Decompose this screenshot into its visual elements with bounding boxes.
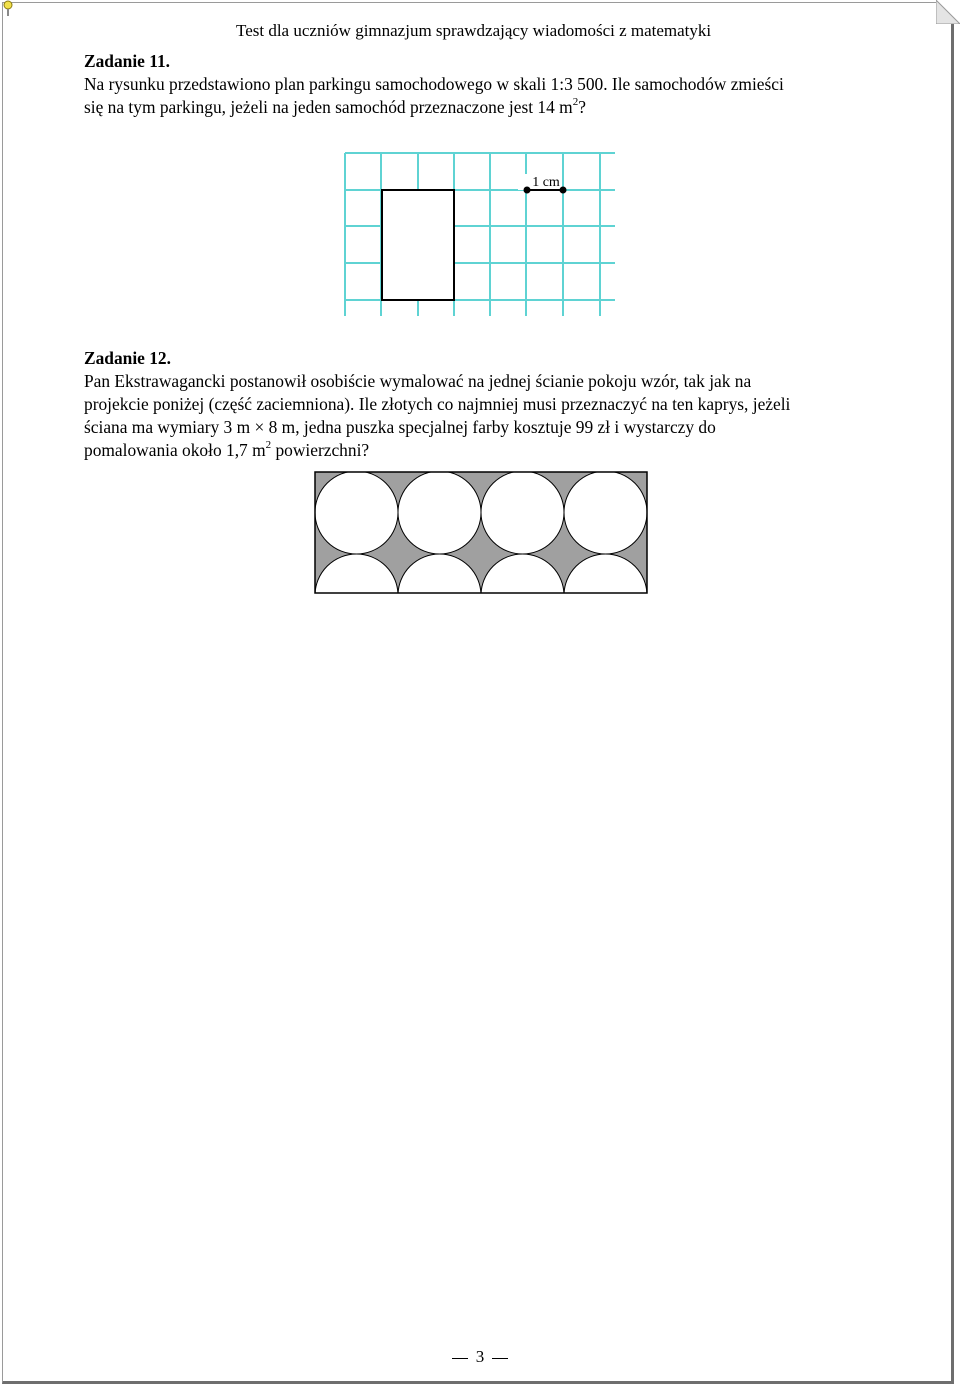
page-number-value: 3 [475, 1347, 485, 1366]
parking-plan-figure [340, 150, 620, 318]
task-12 [84, 347, 884, 462]
circle-top-2 [398, 471, 481, 554]
page-number-dash-right [492, 1358, 508, 1359]
task-12-line-3: ściana ma wymiary 3 m × 8 m, jedna puszka specjalnej farby kosztuje 99 zł i wystarczy do [84, 417, 716, 437]
task-12-line-4-end: powierzchni? [271, 440, 370, 460]
task-12-title: Zadanie 12. [84, 348, 171, 368]
task-12-line-4-text: pomalowania około 1,7 m [84, 440, 266, 460]
scale-bar-end-dot [560, 187, 567, 194]
circle-top-1 [315, 471, 398, 554]
wall-pattern-figure [313, 470, 649, 595]
page-number [0, 1347, 960, 1367]
task-11-exponent: 2 [572, 96, 579, 109]
header-title: Test dla uczniów gimnazjum sprawdzający wiadomości z matematyki [236, 21, 712, 40]
task-12-exponent: 2 [265, 439, 272, 452]
parking-lot-rectangle [382, 190, 454, 300]
task-11-line-1: Na rysunku przedstawiono plan parkingu samochodowego w skali 1:3 500. Ile samochodów zmieści [84, 74, 784, 94]
task-11-text [84, 73, 884, 119]
task-11-line-2-text: się na tym parkingu, jeżeli na jeden samochód przeznaczone jest 14 m [84, 97, 573, 117]
task-11-line-2-end: ? [578, 97, 586, 117]
circle-top-4 [564, 471, 647, 554]
scale-label: 1 cm [532, 175, 560, 190]
page-corner-fold-icon [936, 0, 960, 24]
task-12-line-4 [84, 439, 884, 462]
task-12-line-1: Pan Ekstrawagancki postanowił osobiście wymalować na jednej ścianie pokoju wzór, tak jak na [84, 371, 752, 391]
task-11 [84, 50, 884, 119]
page-number-dash-left [452, 1358, 468, 1359]
task-12-text [84, 370, 884, 462]
scale-bar-start-dot [524, 187, 531, 194]
task-12-line-2: projekcie poniżej (część zaciemniona). Ile złotych co najmniej musi przeznaczyć na ten kaprys, jeżeli [84, 394, 791, 414]
circle-top-3 [481, 471, 564, 554]
task-11-line-2 [84, 96, 884, 119]
task-11-title: Zadanie 11. [84, 51, 171, 71]
pushpin-icon [1, 0, 15, 18]
